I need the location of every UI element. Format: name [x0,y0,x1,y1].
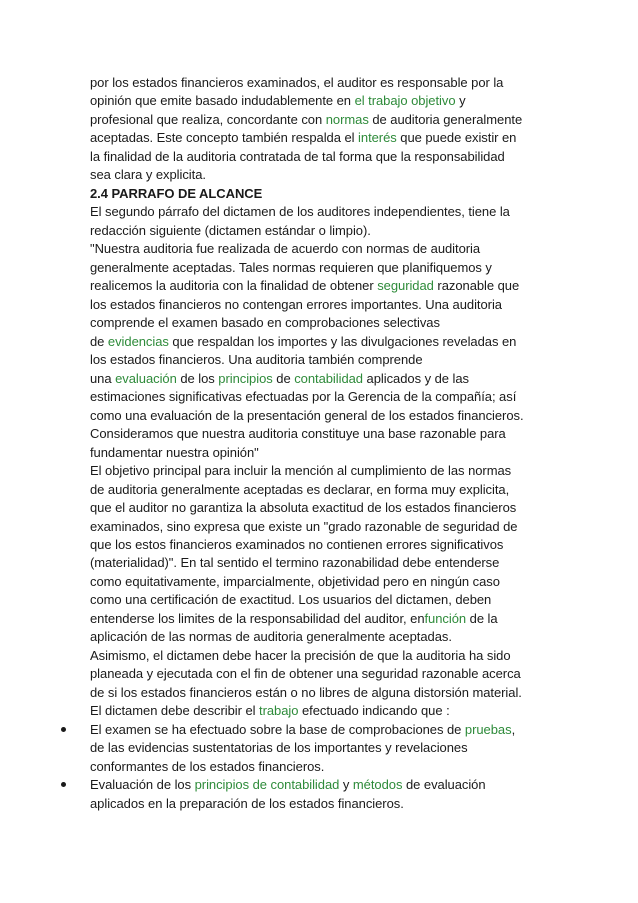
text-segment: El segundo párrafo del dictamen de los auditores independientes, tiene la [90,204,510,219]
text-line [90,647,560,665]
text-line [90,610,560,628]
glossary-link[interactable]: función [424,611,467,626]
text-line [90,591,560,609]
text-line [90,554,560,572]
text-line [90,222,560,240]
text-line [90,296,560,314]
text-segment: aplicados y de las [363,371,470,386]
text-line [90,481,560,499]
text-segment: que respaldan los importes y las divulgaciones reveladas en [168,334,517,349]
bullet-dot-icon [61,782,66,787]
text-segment: de [272,371,295,386]
text-segment: una [90,371,116,386]
text-line [90,314,560,332]
glossary-link[interactable]: pruebas [464,722,512,737]
text-segment: generalmente aceptadas. Tales normas requieren que planifiquemos y [90,260,492,275]
text-segment: redacción siguiente (dictamen estándar o limpio). [90,223,371,238]
text-segment: El examen se ha efectuado sobre la base de comprobaciones de [90,722,465,737]
text-segment: por los estados financieros examinados, el auditor es responsable por la [90,75,504,90]
text-segment: fundamentar nuestra opinión" [90,445,259,460]
text-segment: examinados, sino expresa que existe un "grado razonable de seguridad de [90,519,518,534]
text-segment: como equitativamente, imparcialmente, objetividad pero en ningún caso [90,574,500,589]
glossary-link[interactable]: evaluación [115,371,177,386]
text-line [90,259,560,277]
text-line [90,148,560,166]
text-segment: los estados financieros no contengan errores importantes. Una auditoria [90,297,502,312]
text-segment: que los estos financieros examinados no contienen errores significativos [90,537,504,552]
text-segment: y [339,777,353,792]
text-segment: de [90,334,108,349]
text-segment: aplicados en la preparación de los estados financieros. [90,796,404,811]
text-segment: Consideramos que nuestra auditoria constituye una base razonable para [90,426,506,441]
text-segment: (materialidad)". En tal sentido el termino razonabilidad debe entenderse [90,555,500,570]
text-line [90,795,560,813]
text-line [90,277,560,295]
text-segment: que puede existir en [396,130,517,145]
text-line [90,92,560,110]
text-line [90,333,560,351]
text-segment: razonable que [433,278,520,293]
text-segment: aceptadas. Este concepto también respalda el [90,130,359,145]
bullet-dot-icon [61,727,66,732]
text-line [90,388,560,406]
glossary-link[interactable]: el trabajo objetivo [354,93,456,108]
text-segment: planeada y ejecutada con el fin de obtener una seguridad razonable acerca [90,666,521,681]
glossary-link[interactable]: normas [325,112,369,127]
text-line [90,129,560,147]
text-line [90,499,560,517]
text-segment: que el auditor no garantiza la absoluta exactitud de los estados financieros [90,500,517,515]
text-segment: conformantes de los estados financieros. [90,759,325,774]
text-segment: Asimismo, el dictamen debe hacer la precisión de que la auditoria ha sido [90,648,511,663]
text-segment: opinión que emite basado indudablemente en [90,93,355,108]
text-segment: realicemos la auditoria con la finalidad de obtener [90,278,378,293]
text-segment: de auditoria generalmente [368,112,523,127]
text-segment: de evaluación [402,777,486,792]
text-line [90,203,560,221]
text-segment: 2.4 PARRAFO DE ALCANCE [90,186,263,201]
text-segment: de si los estados financieros están o no libres de alguna distorsión material. [90,685,522,700]
text-segment: de las evidencias sustentatorias de los importantes y revelaciones [90,740,468,755]
text-line [90,351,560,369]
text-segment: sea clara y explicita. [90,167,206,182]
glossary-link[interactable]: evidencias [107,334,169,349]
text-line [90,425,560,443]
text-line [90,573,560,591]
bullet-point [60,776,70,794]
glossary-link[interactable]: trabajo [259,703,299,718]
text-line [90,111,560,129]
bullet-point [60,721,70,739]
text-segment: El dictamen debe describir el [90,703,260,718]
glossary-link[interactable]: contabilidad [294,371,363,386]
text-segment: "Nuestra auditoria fue realizada de acuerdo con normas de auditoria [90,241,481,256]
text-line [90,166,560,184]
text-segment: , [511,722,516,737]
glossary-link[interactable]: principios [218,371,273,386]
text-line [90,702,560,720]
text-line [90,240,560,258]
text-segment: efectuado indicando que : [298,703,450,718]
glossary-link[interactable]: principios de contabilidad [194,777,340,792]
text-segment: como una certificación de exactitud. Los usuarios del dictamen, deben [90,592,492,607]
text-line [90,758,560,776]
text-line [90,518,560,536]
text-line [90,444,560,462]
text-line [90,370,560,388]
text-line [90,665,560,683]
text-segment: El objetivo principal para incluir la mención al cumplimiento de las normas [90,463,512,478]
text-segment: comprende el examen basado en comprobaciones selectivas [90,315,440,330]
text-line [90,462,560,480]
glossary-link[interactable]: interés [358,130,397,145]
text-segment: profesional que realiza, concordante con [90,112,326,127]
text-segment: y [455,93,466,108]
text-line [90,536,560,554]
text-segment: de la [466,611,498,626]
text-segment: los estados financieros. Una auditoria también comprende [90,352,423,367]
text-line [90,74,560,92]
text-line [90,721,560,739]
text-segment: Evaluación de los [90,777,195,792]
text-segment: estimaciones significativas efectuadas por la Gerencia de la compañía; así [90,389,517,404]
glossary-link[interactable]: seguridad [377,278,434,293]
text-line [90,739,560,757]
glossary-link[interactable]: métodos [352,777,403,792]
text-line [90,684,560,702]
text-segment: de auditoria generalmente aceptadas es declarar, en forma muy explicita, [90,482,510,497]
text-segment: entenderse los limites de la responsabilidad del auditor, en [90,611,425,626]
text-segment: como una evaluación de la presentación general de los estados financieros. [90,408,524,423]
text-line [90,407,560,425]
text-segment: aplicación de las normas de auditoria generalmente aceptadas. [90,629,452,644]
text-segment: de los [176,371,219,386]
text-segment: la finalidad de la auditoria contratada de tal forma que la responsabilidad [90,149,505,164]
text-line [90,628,560,646]
text-line [90,776,560,794]
section-heading [90,185,560,203]
